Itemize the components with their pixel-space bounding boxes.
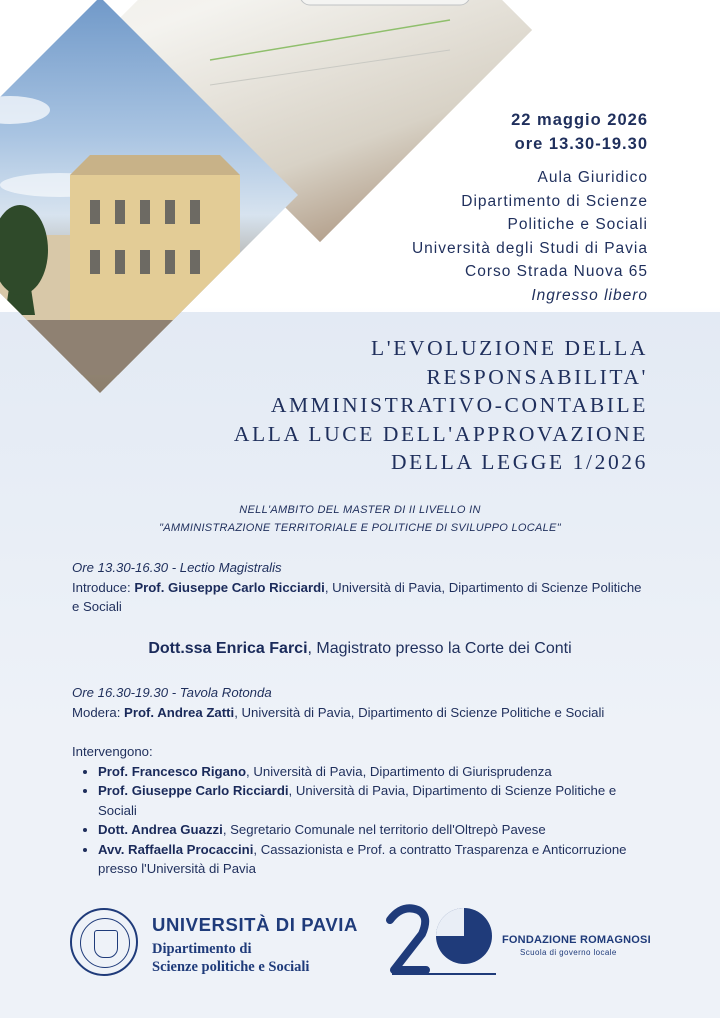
foundation-subtitle: Scuola di governo locale (520, 948, 617, 957)
list-item (98, 840, 652, 879)
title-line: AMMINISTRATIVO-CONTABILE (270, 393, 648, 417)
keynote-name: Dott.ssa Enrica Farci (148, 640, 308, 657)
list-item (98, 781, 652, 820)
venue-line: Aula Giuridico (537, 169, 648, 186)
list-item (98, 762, 652, 782)
speakers-section (72, 742, 652, 879)
keynote-speaker (0, 640, 720, 658)
title-line: RESPONSABILITA' (426, 364, 648, 389)
speaker-name: Prof. Francesco Rigano (98, 763, 247, 779)
mod-name: Prof. Andrea Zatti (124, 704, 235, 720)
event-venue (412, 166, 648, 307)
list-item (98, 820, 652, 840)
title-line: ALLA LUCE DELL'APPROVAZIONE (233, 421, 648, 446)
footer-logos (0, 900, 720, 990)
speakers-heading: Intervengono: (72, 744, 153, 759)
university-logo-text (152, 914, 358, 976)
twenty-anniversary-icon (384, 900, 504, 980)
speaker-name: Prof. Giuseppe Carlo Ricciardi (98, 783, 289, 798)
foundation-name: FONDAZIONE ROMAGNOSI (502, 934, 651, 946)
session-intro (72, 578, 652, 617)
speaker-role: , Segretario Comunale nel territorio dell'Oltrepò Pavese (222, 822, 546, 837)
keynote-role: , Magistrato presso la Corte dei Conti (307, 640, 572, 657)
event-date-time (511, 108, 648, 156)
department-line: Dipartimento di (152, 941, 252, 957)
session-tavola (72, 683, 652, 722)
university-seal-icon (70, 908, 138, 976)
master-line: "AMMINISTRAZIONE TERRITORIALE E POLITICHE DI SVILUPPO LOCALE" (159, 522, 561, 534)
mod-prefix: Modera: (72, 704, 125, 720)
event-date: 22 maggio 2026 (511, 111, 648, 129)
intro-prefix: Introduce: (72, 579, 135, 595)
title-line: L'EVOLUZIONE DELLA (371, 336, 648, 360)
event-title (234, 334, 648, 477)
session-lectio (72, 558, 652, 617)
master-subtitle (0, 501, 720, 537)
speaker-role: , Università di Pavia, Dipartimento di Scienze Politiche e Sociali (98, 783, 617, 818)
speaker-role: , Cassazionista e Prof. a contratto Trasparenza e Anticorruzione presso l'Università di Pavia (98, 841, 627, 876)
entry-note: Ingresso libero (531, 286, 648, 304)
speaker-name: Avv. Raffaella Procaccini (98, 841, 254, 857)
fondazione-romagnosi-logo (384, 900, 664, 980)
title-line: DELLA LEGGE 1/2026 (391, 450, 648, 474)
speaker-name: Dott. Andrea Guazzi (98, 822, 223, 837)
venue-line: Politiche e Sociali (507, 216, 648, 233)
session-moderator (72, 703, 652, 723)
department-line: Scienze politiche e Sociali (152, 959, 310, 975)
speakers-list (72, 762, 652, 879)
intro-name: Prof. Giuseppe Carlo Ricciardi (134, 579, 325, 595)
university-name: UNIVERSITÀ DI PAVIA (152, 914, 359, 935)
speaker-role: , Università di Pavia, Dipartimento di Giurisprudenza (246, 763, 552, 779)
master-line: NELL'AMBITO DEL MASTER DI II LIVELLO IN (239, 504, 481, 516)
session-heading: Ore 13.30-16.30 - Lectio Magistralis (72, 560, 282, 575)
intro-affiliation: , Università di Pavia, Dipartimento di Scienze Politiche e Sociali (72, 579, 642, 614)
venue-line: Dipartimento di Scienze (461, 192, 648, 210)
event-time: ore 13.30-19.30 (514, 135, 648, 153)
venue-line: Corso Strada Nuova 65 (465, 263, 648, 280)
mod-affiliation: , Università di Pavia, Dipartimento di Scienze Politiche e Sociali (234, 704, 605, 720)
session-heading: Ore 16.30-19.30 - Tavola Rotonda (72, 685, 272, 700)
venue-line: Università degli Studi di Pavia (411, 239, 648, 257)
